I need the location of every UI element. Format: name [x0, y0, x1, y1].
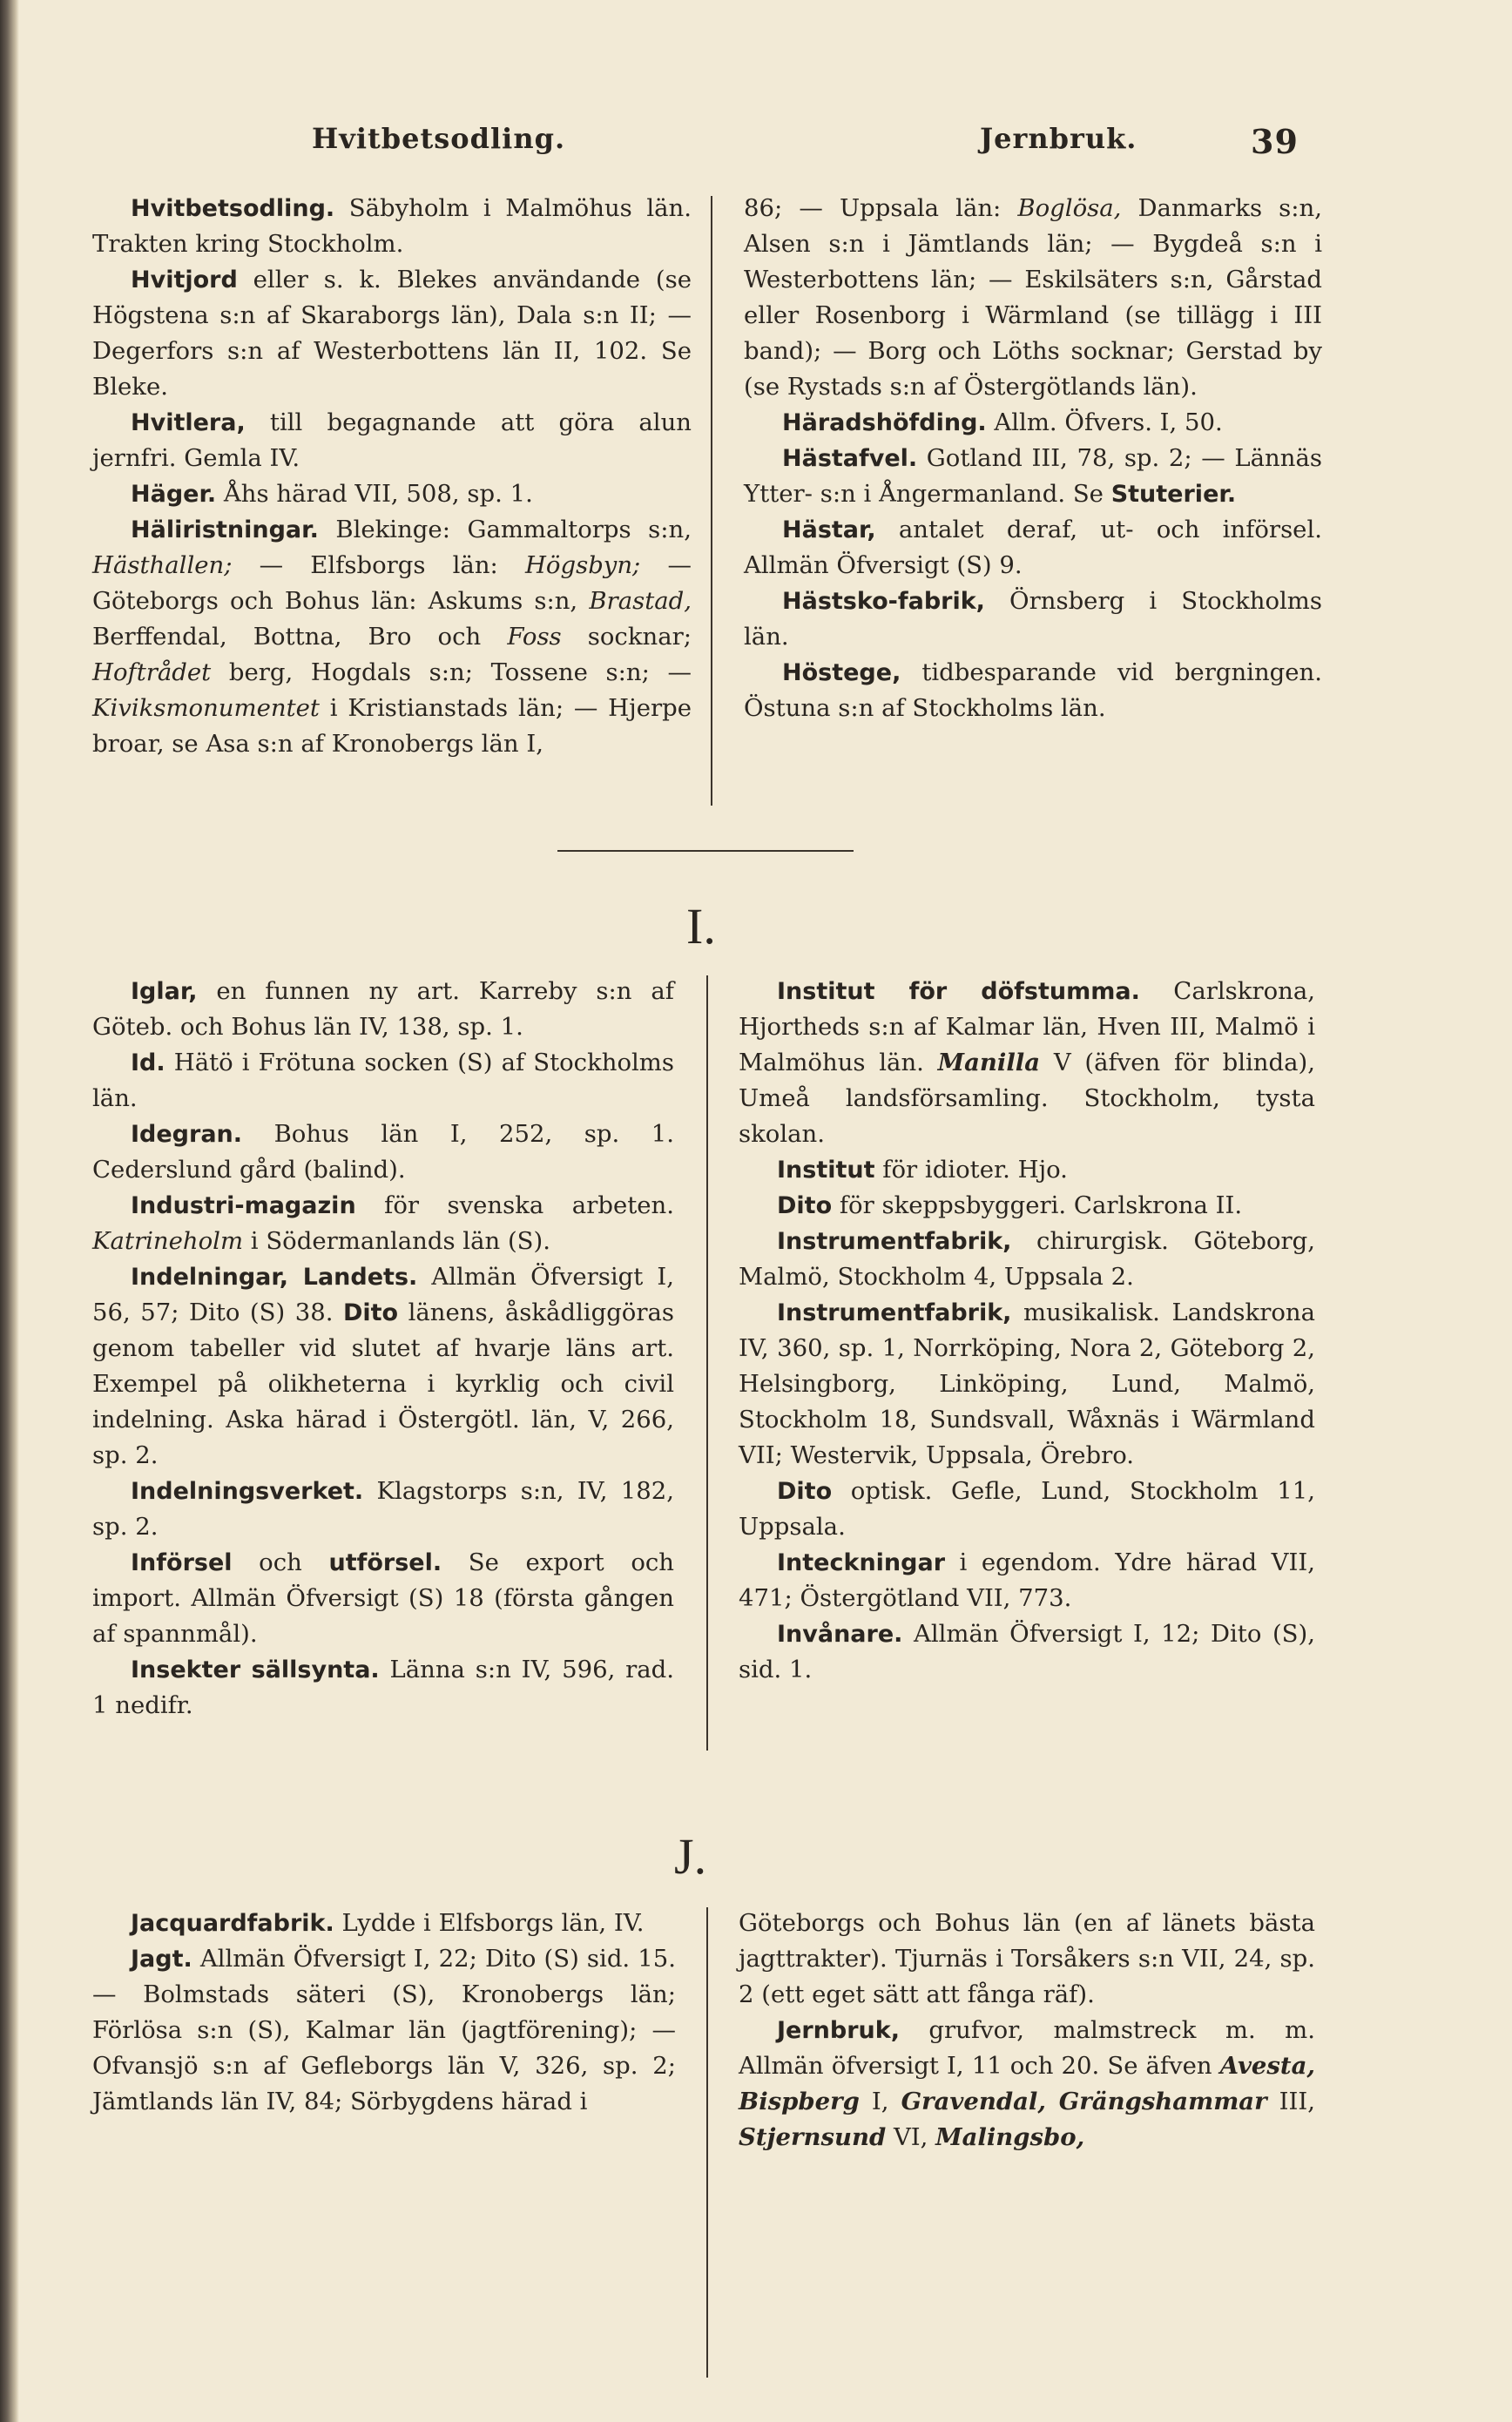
entry-headword: Hvitjord	[131, 266, 238, 293]
index-entry	[744, 405, 1322, 441]
index-entry	[739, 1616, 1315, 1688]
column-h-left	[92, 191, 692, 762]
entry-text: Blekinge: Gammaltorps s:n,	[318, 516, 692, 543]
entry-headword: Jagt.	[131, 1946, 192, 1973]
entry-text: till begagnande att göra alun jernfri. Gemla IV.	[92, 408, 692, 472]
entry-text: Gotland III, 78, sp. 2; — Lännäs Ytter- s:n i Ångermanland. Se	[744, 444, 1322, 508]
entry-text: för skeppsbyggeri. Carlskrona II.	[832, 1191, 1243, 1219]
index-entry	[739, 2013, 1315, 2156]
column-i-left	[92, 974, 674, 1724]
entry-headword: Hästafvel.	[782, 445, 918, 472]
section-letter-i: I.	[686, 898, 716, 955]
entry-headword: Indelningar, Landets.	[131, 1264, 418, 1291]
index-entry	[744, 584, 1322, 655]
entry-text: grufvor, malmstreck m. m. Allmän öfversigt I, 11 och 20. Se äfven	[739, 2016, 1315, 2080]
entry-headword: Indelningsverket.	[131, 1478, 364, 1505]
entry-text: — Göteborgs och Bohus län: Askums s:n,	[92, 551, 692, 615]
index-entry	[739, 1152, 1315, 1188]
entry-text: Klagstorps s:n, IV, 182, sp. 2.	[92, 1477, 674, 1541]
entry-headword: Dito	[777, 1192, 833, 1219]
column-divider	[706, 975, 708, 1751]
column-i-right	[739, 974, 1315, 1688]
entry-emphasis: Boglösa,	[1017, 194, 1122, 222]
column-divider	[711, 196, 712, 806]
entry-headword: Stuterier.	[1110, 481, 1237, 508]
entry-text: optisk. Gefle, Lund, Stockholm 11, Uppsala.	[739, 1477, 1315, 1541]
index-entry	[92, 512, 692, 762]
entry-text: och	[232, 1548, 329, 1576]
section-letter-j: J.	[674, 1828, 707, 1885]
entry-text: musikalisk. Landskrona IV, 360, sp. 1, Norrköping, Nora 2, Göteborg 2, Helsingborg, Linköping, Lund, Malmö, Stockholm 18, Sundsvall, Wåxnäs i Wärmland VII; Westervik, Uppsala, Örebro.	[739, 1299, 1315, 1469]
entry-headword: Häger.	[131, 481, 217, 508]
entry-text: Säbyholm i Malmöhus län. Trakten kring Stockholm.	[92, 194, 692, 258]
entry-continuation	[744, 191, 1322, 405]
entry-headword: Insekter sällsynta.	[131, 1656, 380, 1683]
entry-emphasis: Manilla	[937, 1049, 1041, 1076]
page-binding-edge	[0, 0, 19, 2422]
entry-emphasis: Gravendal, Grängshammar	[901, 2088, 1267, 2115]
column-divider	[706, 1907, 708, 2378]
entry-text: Göteborgs och Bohus län (en af länets bästa jagttrakter). Tjurnäs i Torsåkers s:n VII, 24, sp. 2 (ett eget sätt att fånga räf).	[739, 1909, 1315, 2008]
entry-headword: Hästar,	[782, 516, 876, 543]
index-entry	[744, 441, 1322, 512]
entry-text: Länna s:n IV, 596, rad. 1 nedifr.	[92, 1656, 674, 1719]
entry-text: chirurgisk. Göteborg, Malmö, Stockholm 4, Uppsala 2.	[739, 1227, 1315, 1291]
entry-continuation	[739, 1906, 1315, 2013]
entry-headword: Häradshöfding.	[782, 409, 987, 436]
entry-headword: Institut	[777, 1157, 875, 1184]
entry-text: länens, åskådliggöras genom tabeller vid slutet af hvarje läns art. Exempel på olikheterna i kyrklig och civil indelning. Aska härad i Östergötl. län, V, 266, sp. 2.	[92, 1299, 675, 1469]
entry-text: Hätö i Frötuna socken (S) af Stockholms län.	[92, 1049, 674, 1112]
entry-headword: Höstege,	[782, 659, 901, 686]
entry-text: tidbesparande vid bergningen. Östuna s:n af Stockholms län.	[744, 658, 1322, 722]
index-entry	[92, 1906, 676, 1941]
entry-text: — Elfsborgs län:	[232, 551, 525, 579]
index-entry	[92, 191, 692, 262]
entry-headword: Iglar,	[131, 978, 198, 1005]
entry-emphasis: Malingsbo,	[935, 2123, 1085, 2151]
entry-text: VI,	[886, 2123, 936, 2151]
entry-text: I,	[859, 2088, 901, 2115]
entry-text: Allmän Öfversigt I, 56, 57; Dito (S) 38.	[92, 1263, 674, 1326]
entry-text: V (äfven för blinda), Umeå landsförsamling. Stockholm, tysta skolan.	[739, 1049, 1315, 1148]
entry-text: Allm. Öfvers. I, 50.	[986, 408, 1223, 436]
column-j-right	[739, 1906, 1315, 2156]
index-entry	[739, 1545, 1315, 1616]
entry-text: för idioter. Hjo.	[874, 1156, 1068, 1184]
entry-headword: Idegran.	[131, 1121, 243, 1148]
index-entry	[92, 1045, 674, 1117]
index-entry	[92, 1941, 676, 2120]
entry-text: Danmarks s:n, Alsen s:n i Jämtlands län; — Bygdeå s:n i Westerbottens län; — Eskilsäters s:n, Gårstad eller Rosenborg i Wärmland (se tillägg i III band); — Borg och Löths socknar; Gerstad by (se Rystads s:n af Östergötlands län).	[744, 194, 1322, 401]
entry-headword: Hvitbetsodling.	[131, 195, 335, 222]
entry-text: Se export och import. Allmän Öfversigt (S) 18 (första gången af spannmål).	[92, 1548, 674, 1648]
entry-emphasis: Hoftrådet	[92, 658, 212, 686]
entry-text: Allmän Öfversigt I, 12; Dito (S), sid. 1.	[739, 1620, 1315, 1683]
entry-headword: Id.	[131, 1049, 165, 1076]
entry-headword: Jernbruk,	[777, 2017, 900, 2044]
running-head-center: Jernbruk.	[980, 122, 1137, 155]
entry-headword: utförsel.	[328, 1549, 442, 1576]
entry-emphasis: Högsbyn;	[524, 551, 641, 579]
index-entry	[92, 1545, 674, 1652]
index-entry	[92, 1117, 674, 1188]
entry-text: Allmän Öfversigt I, 22; Dito (S) sid. 15. — Bolmstads säteri (S), Kronobergs län; Förlösa s:n (S), Kalmar län (jagtförening); — Ofvansjö s:n af Gefleborgs län V, 326, sp. 2; Jämtlands län IV, 84; Sörbygdens härad i	[92, 1945, 676, 2115]
entry-emphasis: Hästhallen;	[92, 551, 233, 579]
entry-emphasis: Kiviksmonumentet	[92, 694, 320, 722]
entry-text: 86; — Uppsala län:	[744, 194, 1018, 222]
entry-headword: Hästsko-fabrik,	[782, 588, 985, 615]
entry-text: III,	[1266, 2088, 1316, 2115]
entry-text: en funnen ny art. Karreby s:n af Göteb. och Bohus län IV, 138, sp. 1.	[92, 977, 674, 1041]
entry-text: i Kristianstads län; — Hjerpe broar, se Asa s:n af Kronobergs län I,	[92, 694, 692, 758]
index-entry	[92, 476, 692, 512]
index-entry	[744, 655, 1322, 726]
entry-text: Carlskrona, Hjortheds s:n af Kalmar län, Hven III, Malmö i Malmöhus län.	[739, 977, 1315, 1076]
entry-headword: Instrumentfabrik,	[777, 1228, 1012, 1255]
index-entry	[739, 1474, 1315, 1545]
entry-emphasis: Stjernsund	[739, 2123, 887, 2151]
entry-text: för svenska arbeten.	[355, 1191, 674, 1219]
entry-headword: Jacquardfabrik.	[131, 1910, 334, 1937]
entry-headword: Införsel	[131, 1549, 233, 1576]
entry-text: socknar;	[561, 623, 692, 651]
index-entry	[92, 262, 692, 405]
index-entry	[92, 405, 692, 476]
entry-emphasis: Brastad,	[589, 587, 692, 615]
entry-text: i egendom. Ydre härad VII, 471; Östergötland VII, 773.	[739, 1548, 1315, 1612]
index-entry	[739, 974, 1315, 1152]
entry-headword: Institut för döfstumma.	[777, 978, 1140, 1005]
entry-headword: Instrumentfabrik,	[777, 1299, 1012, 1326]
entry-headword: Invånare.	[777, 1621, 903, 1648]
entry-headword: Industri-magazin	[131, 1192, 356, 1219]
entry-text: i Södermanlands län (S).	[243, 1227, 550, 1255]
entry-text: Bohus län I, 252, sp. 1. Cederslund gård (balind).	[92, 1120, 674, 1184]
entry-text: eller s. k. Blekes användande (se Högstena s:n af Skaraborgs län), Dala s:n II; — Degerfors s:n af Westerbottens län II, 102. Se Bleke.	[92, 266, 692, 401]
index-entry	[92, 1652, 674, 1724]
entry-emphasis: Avesta, Bispberg	[739, 2052, 1315, 2115]
entry-headword: Inteckningar	[777, 1549, 946, 1576]
entry-headword: Dito	[777, 1478, 833, 1505]
index-entry	[739, 1295, 1315, 1474]
page-number: 39	[1251, 122, 1299, 161]
index-entry	[92, 1259, 674, 1474]
running-head-left: Hvitbetsodling.	[312, 122, 566, 155]
entry-text: Örnsberg i Stockholms län.	[744, 587, 1322, 651]
entry-headword: Hvitlera,	[131, 409, 246, 436]
entry-emphasis: Foss	[507, 623, 562, 651]
entry-emphasis: Katrineholm	[92, 1227, 244, 1255]
index-entry	[739, 1188, 1315, 1224]
entry-text: Berffendal, Bottna, Bro och	[92, 623, 508, 651]
column-j-left	[92, 1906, 676, 2120]
entry-text: Lydde i Elfsborgs län, IV.	[334, 1909, 645, 1937]
entry-headword: Dito	[342, 1299, 399, 1326]
index-entry	[739, 1224, 1315, 1295]
column-h-right	[744, 191, 1322, 726]
entry-headword: Häliristningar.	[131, 516, 319, 543]
entry-text: Åhs härad VII, 508, sp. 1.	[216, 480, 533, 508]
entry-text: berg, Hogdals s:n; Tossene s:n; —	[211, 658, 692, 686]
section-separator	[557, 850, 854, 852]
index-entry	[92, 1188, 674, 1259]
index-entry	[92, 974, 674, 1045]
index-entry	[744, 512, 1322, 584]
entry-text: antalet deraf, ut- och införsel. Allmän Öfversigt (S) 9.	[744, 516, 1322, 579]
index-entry	[92, 1474, 674, 1545]
